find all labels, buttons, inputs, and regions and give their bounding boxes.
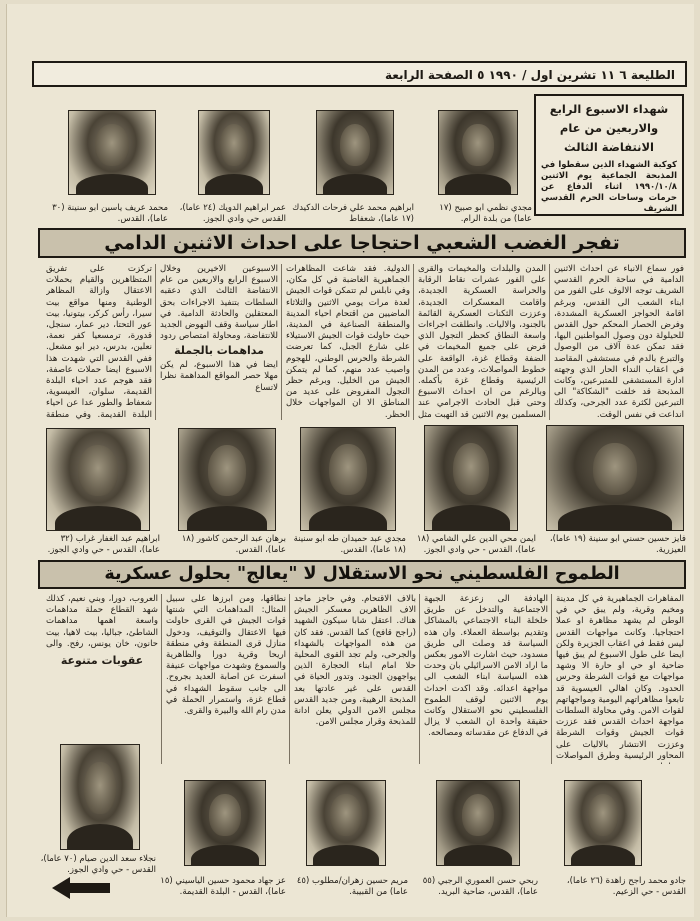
article1-column bbox=[160, 264, 278, 420]
martyr-photo bbox=[546, 425, 684, 531]
martyr-caption: ابراهيم محمد علي فرحات الدكيدك (١٧ عاما)، شعفاط bbox=[292, 203, 414, 224]
martyrs-box-body: كوكبة الشهداء الذين سقطوا في المذبحة الجماعية يوم الاثنين ١٩٩٠/١٠/٨ اثناء الدفاع عن حرمات وساحات الحرم القدسي الشريف bbox=[541, 160, 677, 214]
column-divider bbox=[281, 264, 282, 420]
martyr-caption: مريم حسين زهران/مطلوب (٤٥ عاما) من القبيبة. bbox=[296, 876, 408, 897]
martyr-photo bbox=[300, 427, 396, 531]
martyr-photo bbox=[424, 425, 518, 531]
headline-independence: الطموح الفلسطيني نحو الاستقلال لا "يعالج" بحلول عسكرية bbox=[38, 560, 686, 589]
column-divider bbox=[419, 594, 420, 764]
martyr-photo bbox=[306, 780, 386, 866]
column-divider bbox=[413, 264, 414, 420]
article2-column bbox=[46, 594, 158, 742]
martyr-caption: عمر ابراهيم الدويك (٢٤ عاما)، القدس حي وادي الجوز. bbox=[179, 203, 286, 224]
article2-column: المفاهرات الجماهيرية في كل مدينة ومخيم وقرية، ولم يبق حي في الوطن لم يشهد مظاهرة او عملا احتجاجيا. وكانت مواجهات القدس ليس فقط في اعقاب الجزيرة ولكن ايضا على طول الاسبوع لم يبق فيها ضاحية او حي او حارة الا وشهد مواجهات مع قوات الشرطة وحرس الحدود. وكان اهالي العيسوية قد تابعوا مظاهراتهم اليومية ومواجهاتهم لقوات الامن. وفي محاولة السلطات مواجهة احداث القدس فقد عززت قوات الجيش وقوات الشرطة وعززت الانتشار بالاليات على المحاور الرئيسية وطرق المواصلات bbox=[556, 594, 684, 761]
martyr-caption: ربحي حسن العموري الرجبي (٥٥ عاما)، القدس، ضاحية البريد. bbox=[422, 876, 538, 897]
article2-column: نطاقها، ومن ابرزها على سبيل المثال: المداهمات التي شنتها قوات الجيش في القرى حاولت فيها الاعتقال والتوقيف، ودخول منازل قرى المنطقة وفي منطقة اريحا وقرية دورا والظاهرية والسموع وشهدت مواجهات عنيفة اسفرت عن اصابة العديد بجروح. الى جانب سقوط الشهداء في قطاع غزة، واستمرار الحملة في مدن رام الله والبيرة والقرى. bbox=[166, 594, 286, 717]
martyr-caption: فايز حسين حسني ابو سنينة (١٩ عاما)، العيزرية. bbox=[549, 534, 686, 555]
article1-column: المدن والبلدات والمخيمات والقرى على الفور عشرات نقاط الرقابة والحراسة العسكرية الجديدة، واقامت المعسكرات الجديدة، وعززت الثكنات العسكرية القائمة بالجنود، والاليات. وانطلقت اجراءات واسعة النطاق كحظر التجول الذي فرض على جميع المخيمات في الضفة وقطاع غزة، الواقعة على خطوط المواصلات، وعدد من المدن الرئيسية وقطاع غزة بأكمله. وبالرغم من ان احداث الاسبوع وحتى قبل الحادث الاجرامي عند المسلمين يوم الاثنين قد التهبت مثل bbox=[418, 264, 546, 420]
martyr-caption: عز جهاد محمود حسين الياسيني (١٥ عاما)، القدس - البلدة القديمة. bbox=[160, 876, 286, 897]
martyr-photo bbox=[438, 110, 518, 195]
martyr-caption: برهان عبد الرحمن كاشور (١٨ عاما)، القدس. bbox=[181, 534, 286, 555]
martyr-photo bbox=[436, 780, 520, 866]
martyr-photo bbox=[564, 780, 642, 866]
article1-text: ايضا في هذا الاسبوع، لم يكن مهلا حصر المواقع المداهمة نظرا لاتساع bbox=[160, 360, 278, 393]
headline-protests: تفجر الغضب الشعبي احتجاجا على احداث الاثنين الدامي bbox=[38, 228, 686, 258]
article2-column: الهادفة الى زعزعة الجبهة الاجتماعية والتدخل عن طريق خلخلة البناء الاجتماعي بالمشاكل وتقديم بواسطة العملاء. وان هذه السياسة قد وصلت الى طريق مسدود، حيث اشارت الامور بعكس ما اراد الامن الاسرائيلي بان وحدت هذه السياسة ابناء الشعب الى مواجهة اعدائه. وقد اكدت احداث يوم الاثنين لوقف الطموح الفلسطيني نحو الاستقلال وكانت حقيقة واحدة ان الشعب لا يزال في الدفاع عن مقدساته ومصالحه. bbox=[424, 594, 548, 739]
article1-text: الاسبوعين الاخيرين وخلال الاسبوع الرابع والاربعين من عام الانتفاضة الثالث الذي دعقبه السلطات بتنفيذ الاجراءات بحق المعتقلين والحادثة الدامية. في اطار سياسة وقف النهوض الجديد للانتفاضة، ومحاولة امتصاص ردود bbox=[160, 264, 278, 340]
martyr-photo bbox=[184, 780, 266, 866]
page-header: الطليعة ٦ ١١ تشرين اول / ١٩٩٠ ٥ الصفحة الرابعة bbox=[32, 61, 687, 87]
martyr-caption: نجلاء سعد الدين صيام (٧٠ عاما)، القدس - حي وادي الجوز. bbox=[40, 854, 156, 875]
subheading-punishments: عقوبات متنوعة bbox=[60, 654, 144, 667]
martyr-caption: جادو محمد راجح زاهدة (٢٦ عاما)، القدس - حي الزعيم. bbox=[566, 876, 686, 897]
article1-column: الدولية. فقد شاعت المظاهرات الجماهيرية الغاضبة في كل مكان، وفي نابلس لم تتمكن قوات الجيش لعدة مرات يومي الاثنين والثلاثاء الماضيين من اقتحام احياء المدينة والمنطقة الصناعية في المدينة، حيث حاولت قوات الجيش الاستيلاء على شارع الجبل، كما تعرضت الشرطة والحرس الوطني، للهجوم واصيب عدد منهم، كما لم يتمكن الجيش من الخليل. وبرغم حظر التجول المفروض على عديد من المناطق الا ان المواجهات خلال الحظر. bbox=[286, 264, 410, 420]
article2-column: بالاف الاقتحام. وفي حاجز ماجد الاف الظاهرين معسكر الجيش هناك. اعتقل شابا سيكون الشهيد (راجح قافح) كما القدس. فقد كان من هذه المواجهات بالشهداء والجرحى، ولم تجد القوى المحلية حلا امام ابناء الحجارة الذين يواجهون الجنود. وتدور الحياة في القدس على غير عادتها بعد المذبحة الرهيبة، ومن جديد القدس مجلس الامن الدولي يعلن ادانة للمذبحة وقرار مجلس الامن. bbox=[294, 594, 416, 728]
article1-column: تركزت على تفريق المتظاهرين والقيام بحملات الاعتقال وازالة المظاهر الوطنية ومنها مواقع بيت سيرا، رأس كركر، بيتونيا، بيت عور التحتا، دير عمار، سنجل، قدورة، ترمسعيا كفر نعمة، نعلين، بدرس، دير ابو مشعل. ففي القدس التي شهدت هذا الاسبوع ايضا حملات عاصفة، فقد هوجم عدد احياء البلدة القديمة، سلوان، العيسوية، شعفاط والطور عدا عن احياء البلدة القديمة. وفي منطقة bbox=[46, 264, 152, 420]
martyr-caption: مجدي نظمي ابو صبيح (١٧ عاما) من بلدة الرام. bbox=[439, 203, 532, 224]
column-divider bbox=[289, 594, 290, 764]
martyr-caption: مجدي عبد حميدان طه ابو سنينة (١٨ عاما)، القدس. bbox=[293, 534, 406, 555]
article1-column: فور سماع الانباء عن احداث الاثنين الدامية في ساحة الحرم القدسي الشريف توجه الالوف على الفور من ابناء الشعب الى القدس، وبرغم اقامة الحواجز العسكرية المشددة، وفرض الحصار المحكم حول القدس للحيلولة دون وصول المواطنين اليها، فقد تمكن عدة آلاف من الوصول والتبرع بالدم في مستشفى المقاصد في اعقاب النداء الحار الذي وجهته ادارة المستشفى للمتبرعين، وكانت المذبحة قد خلفت "الشكاكة" الى التبرعين لكثرة عدد الجرحى، وكذلك انداعت في نفس الوقت. bbox=[554, 264, 684, 420]
martyr-photo bbox=[68, 110, 156, 195]
column-divider bbox=[161, 594, 162, 764]
martyr-photo bbox=[46, 428, 150, 531]
column-divider bbox=[551, 594, 552, 764]
martyr-caption: ابراهيم عبد الغفار غراب (٣٢ عاما)، القدس - حي وادي الجوز. bbox=[47, 534, 160, 555]
column-divider bbox=[549, 264, 550, 420]
continue-arrow-icon bbox=[52, 877, 110, 899]
martyr-photo bbox=[178, 428, 276, 531]
martyr-caption: ايمن محي الدين علي الشامي (١٨ عاما)، القدس - حي وادي الجوز. bbox=[416, 534, 536, 555]
martyr-photo bbox=[60, 744, 140, 850]
article2-text: العروب، دورا، وبني نعيم، كذلك شهد القطاع حملة مداهمات واسعة اهمها مداهمات الشاطئ، جباليا، بيت لاهيا، بيت حانون، خان يونس، رفح. والى bbox=[46, 594, 158, 649]
column-divider bbox=[155, 264, 156, 420]
martyrs-box bbox=[534, 94, 684, 216]
martyr-caption: محمد عريف ياسين ابو سنينة (٣٠ عاما)، القدس. bbox=[52, 203, 168, 224]
martyr-photo bbox=[198, 110, 270, 195]
martyr-photo bbox=[316, 110, 394, 195]
subheading-raids: مداهمات بالجملة bbox=[174, 344, 264, 357]
martyrs-box-title: شهداء الاسبوع الرابع والاربعين من عام الانتفاضة الثالث bbox=[549, 102, 669, 154]
